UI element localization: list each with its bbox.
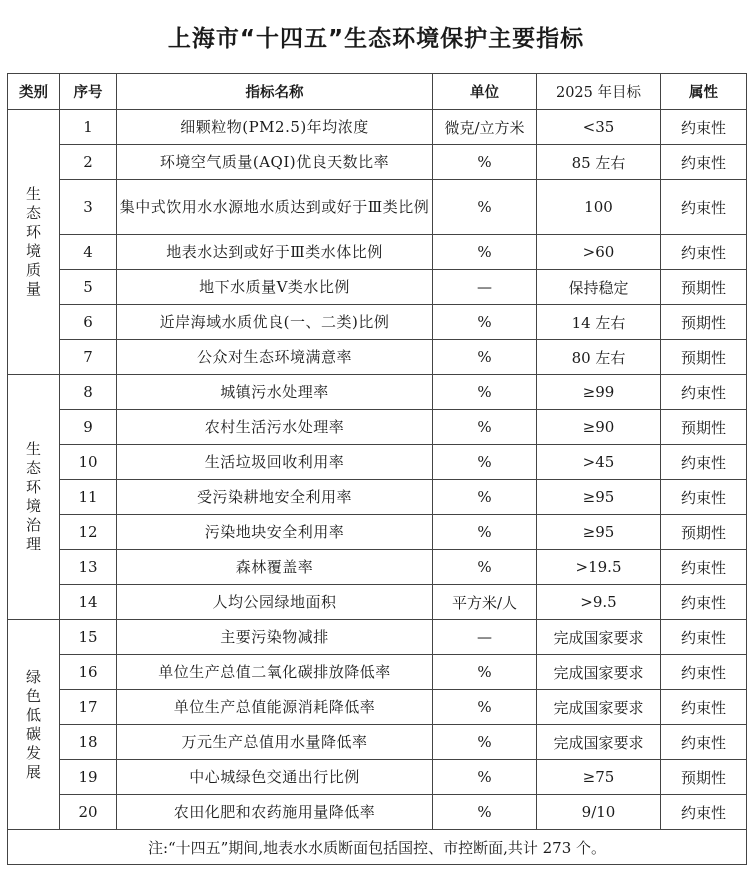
indicator-name: 地下水质量Ⅴ类水比例 (117, 270, 433, 305)
row-index: 3 (60, 180, 117, 235)
row-index: 9 (60, 410, 117, 445)
category-label: 绿色低碳发展 (25, 667, 41, 781)
table-row (8, 655, 747, 690)
target-cell: >19.5 (537, 550, 661, 585)
category-cell (8, 620, 60, 830)
table-row (8, 305, 747, 340)
table-row (8, 690, 747, 725)
target-cell: >60 (537, 235, 661, 270)
unit-cell: % (433, 340, 537, 375)
unit-cell: % (433, 795, 537, 830)
row-index: 6 (60, 305, 117, 340)
attribute-cell: 约束性 (661, 180, 747, 235)
indicator-name: 万元生产总值用水量降低率 (117, 725, 433, 760)
table-row (8, 585, 747, 620)
unit-cell: 微克/立方米 (433, 110, 537, 145)
unit-cell: % (433, 725, 537, 760)
target-cell: 完成国家要求 (537, 620, 661, 655)
target-cell: >45 (537, 445, 661, 480)
unit-cell: % (433, 480, 537, 515)
row-index: 13 (60, 550, 117, 585)
table-body (8, 110, 747, 830)
attribute-cell: 约束性 (661, 725, 747, 760)
attribute-cell: 约束性 (661, 445, 747, 480)
attribute-cell: 预期性 (661, 305, 747, 340)
header-unit: 单位 (433, 74, 537, 110)
indicator-name: 单位生产总值能源消耗降低率 (117, 690, 433, 725)
header-index: 序号 (60, 74, 117, 110)
table-row (8, 340, 747, 375)
target-cell: 完成国家要求 (537, 725, 661, 760)
unit-cell: % (433, 180, 537, 235)
indicator-name: 受污染耕地安全利用率 (117, 480, 433, 515)
indicator-name: 农村生活污水处理率 (117, 410, 433, 445)
header-category: 类别 (8, 74, 60, 110)
row-index: 11 (60, 480, 117, 515)
table-row (8, 375, 747, 410)
target-cell: 100 (537, 180, 661, 235)
table-row (8, 180, 747, 235)
attribute-cell: 预期性 (661, 410, 747, 445)
indicator-name: 生活垃圾回收利用率 (117, 445, 433, 480)
unit-cell: % (433, 235, 537, 270)
row-index: 5 (60, 270, 117, 305)
attribute-cell: 约束性 (661, 655, 747, 690)
unit-cell: — (433, 270, 537, 305)
page-title: 上海市“十四五”生态环境保护主要指标 (167, 26, 585, 52)
category-label: 生态环境质量 (25, 185, 41, 298)
indicator-name: 主要污染物减排 (117, 620, 433, 655)
attribute-cell: 约束性 (661, 690, 747, 725)
indicator-name: 农田化肥和农药施用量降低率 (117, 795, 433, 830)
unit-cell: % (433, 305, 537, 340)
indicator-name: 森林覆盖率 (117, 550, 433, 585)
unit-cell: % (433, 550, 537, 585)
unit-cell: % (433, 760, 537, 795)
row-index: 4 (60, 235, 117, 270)
category-cell (8, 110, 60, 375)
header-attribute: 属性 (661, 74, 747, 110)
indicator-name: 中心城绿色交通出行比例 (117, 760, 433, 795)
attribute-cell: 约束性 (661, 145, 747, 180)
unit-cell: % (433, 655, 537, 690)
indicator-name: 近岸海域水质优良(一、二类)比例 (117, 305, 433, 340)
indicators-table (7, 73, 747, 865)
attribute-cell: 约束性 (661, 235, 747, 270)
target-cell: 保持稳定 (537, 270, 661, 305)
attribute-cell: 预期性 (661, 760, 747, 795)
target-cell: 完成国家要求 (537, 690, 661, 725)
table-row (8, 760, 747, 795)
row-index: 15 (60, 620, 117, 655)
row-index: 14 (60, 585, 117, 620)
header-target: 2025 年目标 (537, 74, 661, 110)
table-row (8, 620, 747, 655)
target-cell: ≥75 (537, 760, 661, 795)
target-cell: ≥99 (537, 375, 661, 410)
attribute-cell: 约束性 (661, 585, 747, 620)
unit-cell: % (433, 375, 537, 410)
table-row (8, 410, 747, 445)
indicator-name: 地表水达到或好于Ⅲ类水体比例 (117, 235, 433, 270)
row-index: 12 (60, 515, 117, 550)
target-cell: <35 (537, 110, 661, 145)
row-index: 7 (60, 340, 117, 375)
unit-cell: % (433, 410, 537, 445)
target-cell: ≥95 (537, 515, 661, 550)
target-cell: 80 左右 (537, 340, 661, 375)
table-row (8, 515, 747, 550)
row-index: 1 (60, 110, 117, 145)
table-row (8, 725, 747, 760)
target-cell: 85 左右 (537, 145, 661, 180)
attribute-cell: 约束性 (661, 620, 747, 655)
table-row (8, 795, 747, 830)
header-row (8, 74, 747, 110)
row-index: 20 (60, 795, 117, 830)
attribute-cell: 预期性 (661, 270, 747, 305)
row-index: 16 (60, 655, 117, 690)
unit-cell: % (433, 145, 537, 180)
indicator-name: 环境空气质量(AQI)优良天数比率 (117, 145, 433, 180)
target-cell: ≥90 (537, 410, 661, 445)
row-index: 19 (60, 760, 117, 795)
target-cell: >9.5 (537, 585, 661, 620)
indicator-name: 公众对生态环境满意率 (117, 340, 433, 375)
indicator-name: 城镇污水处理率 (117, 375, 433, 410)
category-cell (8, 375, 60, 620)
row-index: 18 (60, 725, 117, 760)
table-row (8, 550, 747, 585)
row-index: 2 (60, 145, 117, 180)
note-row (8, 830, 747, 865)
target-cell: 14 左右 (537, 305, 661, 340)
attribute-cell: 约束性 (661, 480, 747, 515)
table-row (8, 145, 747, 180)
attribute-cell: 约束性 (661, 550, 747, 585)
unit-cell: — (433, 620, 537, 655)
attribute-cell: 约束性 (661, 795, 747, 830)
unit-cell: 平方米/人 (433, 585, 537, 620)
category-label: 生态环境治理 (25, 440, 41, 553)
unit-cell: % (433, 445, 537, 480)
footnote: 注:“十四五”期间,地表水水质断面包括国控、市控断面,共计 273 个。 (8, 830, 747, 865)
indicator-name: 污染地块安全利用率 (117, 515, 433, 550)
indicator-name: 集中式饮用水水源地水质达到或好于Ⅲ类比例 (117, 180, 433, 235)
row-index: 17 (60, 690, 117, 725)
target-cell: 9/10 (537, 795, 661, 830)
table-row (8, 445, 747, 480)
indicator-name: 人均公园绿地面积 (117, 585, 433, 620)
target-cell: ≥95 (537, 480, 661, 515)
table-row (8, 235, 747, 270)
header-name: 指标名称 (117, 74, 433, 110)
table-row (8, 480, 747, 515)
attribute-cell: 预期性 (661, 515, 747, 550)
table-row (8, 270, 747, 305)
table-row (8, 110, 747, 145)
attribute-cell: 预期性 (661, 340, 747, 375)
row-index: 10 (60, 445, 117, 480)
target-cell: 完成国家要求 (537, 655, 661, 690)
indicator-name: 单位生产总值二氧化碳排放降低率 (117, 655, 433, 690)
attribute-cell: 约束性 (661, 375, 747, 410)
unit-cell: % (433, 515, 537, 550)
row-index: 8 (60, 375, 117, 410)
attribute-cell: 约束性 (661, 110, 747, 145)
indicator-name: 细颗粒物(PM2.5)年均浓度 (117, 110, 433, 145)
unit-cell: % (433, 690, 537, 725)
